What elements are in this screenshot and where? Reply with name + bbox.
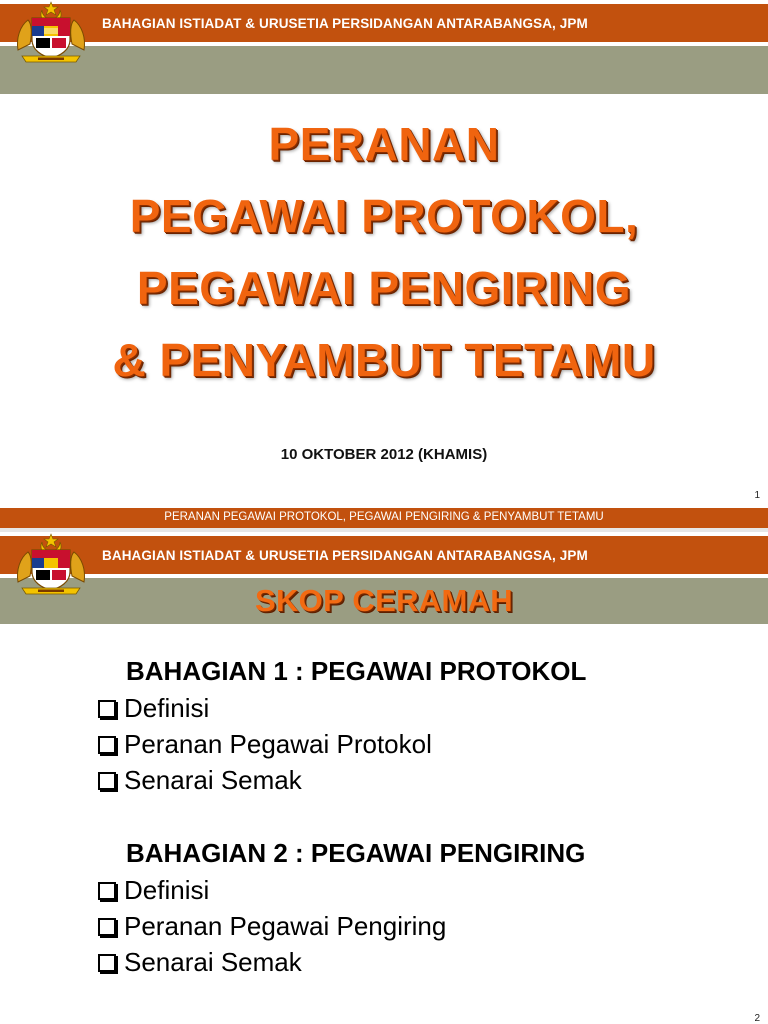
list-item (98, 765, 302, 796)
date-text: 10 OKTOBER 2012 (KHAMIS) (280, 446, 488, 463)
list-item-label: Definisi (124, 693, 210, 723)
malaysia-coat-of-arms-icon (14, 532, 88, 596)
list-item-label: Peranan Pegawai Protokol (124, 729, 432, 759)
header-org-text: BAHAGIAN ISTIADAT & URUSETIA PERSIDANGAN ANTARABANGSA, JPM (102, 16, 588, 31)
section-heading: BAHAGIAN 1 : PEGAWAI PROTOKOL (126, 656, 587, 686)
header-org-text: BAHAGIAN ISTIADAT & URUSETIA PERSIDANGAN ANTARABANGSA, JPM (102, 548, 588, 563)
footer-bar (0, 508, 768, 528)
checkbox-bullet-icon (98, 772, 116, 790)
checkbox-bullet-icon (98, 918, 116, 936)
malaysia-coat-of-arms-icon (14, 0, 88, 64)
title-line: PEGAWAI PROTOKOL, (129, 190, 639, 242)
checkbox-bullet-icon (98, 700, 116, 718)
slide-2 (0, 532, 768, 1024)
section-heading: BAHAGIAN 2 : PEGAWAI PENGIRING (126, 838, 586, 868)
header-bar (0, 4, 768, 42)
list-item (98, 947, 302, 978)
list-item (98, 875, 209, 906)
page-number: 2 (754, 1013, 760, 1024)
title-line: PEGAWAI PENGIRING (136, 262, 632, 314)
checkbox-bullet-icon (98, 882, 116, 900)
footer-text: PERANAN PEGAWAI PROTOKOL, PEGAWAI PENGIRING & PENYAMBUT TETAMU (164, 511, 604, 523)
title-line: & PENYAMBUT TETAMU (112, 334, 656, 386)
header-bar (0, 536, 768, 574)
title-line: PERANAN (268, 118, 500, 170)
section-title: SKOP CERAMAH (255, 583, 513, 618)
title-block (0, 108, 768, 396)
list-item-label: Peranan Pegawai Pengiring (124, 911, 447, 941)
checkbox-bullet-icon (98, 954, 116, 972)
page-number: 1 (754, 490, 760, 501)
list-item (98, 693, 209, 724)
list-item-label: Senarai Semak (124, 947, 302, 977)
checkbox-bullet-icon (98, 736, 116, 754)
list-item (98, 729, 432, 760)
list-item (98, 911, 446, 942)
header-subbar (0, 46, 768, 94)
list-item-label: Definisi (124, 875, 210, 905)
list-item-label: Senarai Semak (124, 765, 302, 795)
